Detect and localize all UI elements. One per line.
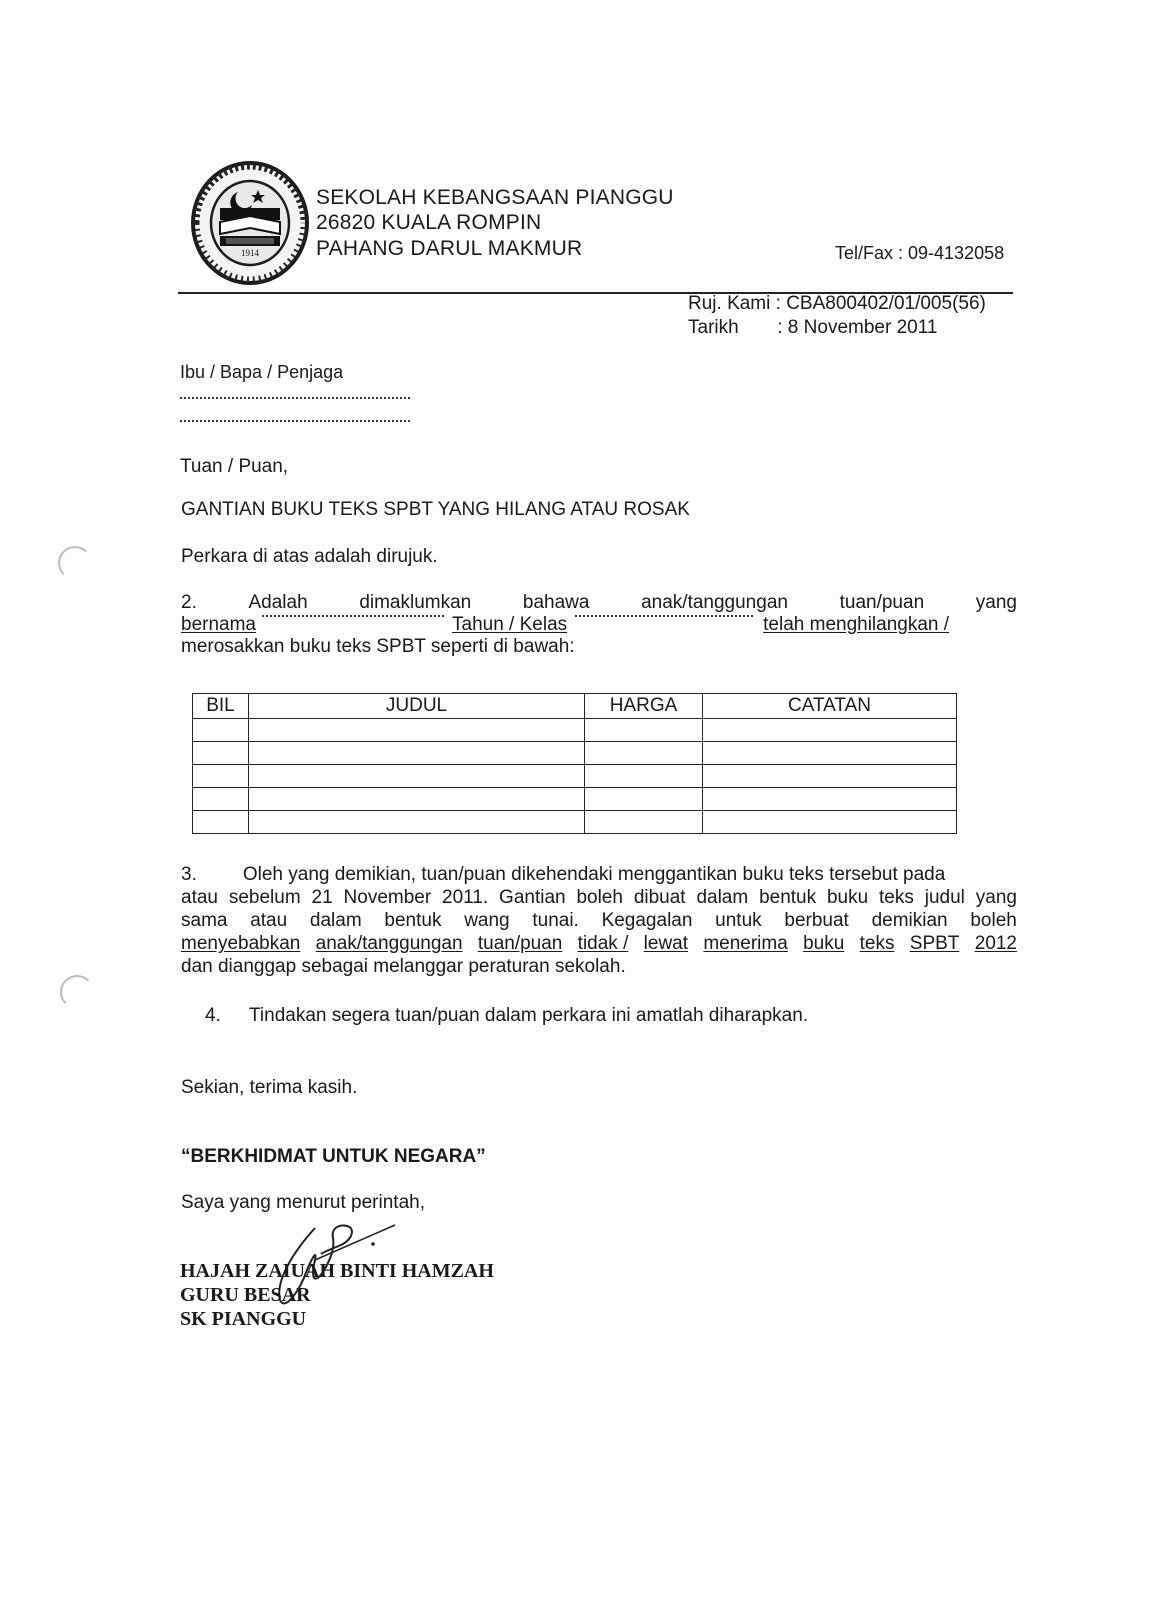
svg-text:1914: 1914 xyxy=(241,248,259,258)
col-header-judul: JUDUL xyxy=(249,694,585,719)
tahun-kelas-label: Tahun / Kelas xyxy=(452,614,568,635)
para4-number: 4. xyxy=(205,1005,221,1026)
salutation: Tuan / Puan, xyxy=(180,456,289,477)
name-blank xyxy=(262,614,444,617)
tel-fax: Tel/Fax : 09-4132058 xyxy=(835,243,1005,263)
table-row xyxy=(193,811,957,834)
class-blank xyxy=(575,614,753,617)
para3-line3: sama atau dalam bentuk wang tunai. Kegagalan untuk berbuat demikian boleh xyxy=(181,910,1017,931)
date-label: Tarikh xyxy=(688,317,739,338)
motto: “BERKHIDMAT UNTUK NEGARA” xyxy=(181,1146,486,1167)
signatory-name: HAJAH ZAIUAH BINTI HAMZAH xyxy=(180,1260,494,1282)
col-header-catatan: CATATAN xyxy=(703,694,957,719)
punch-hole-mark-bottom xyxy=(60,975,94,1009)
para2-line3: merosakkan buku teks SPBT seperti di bawah: xyxy=(181,636,575,657)
closing-line: Sekian, terima kasih. xyxy=(181,1077,358,1098)
table-header-row xyxy=(193,694,957,719)
signoff-line: Saya yang menurut perintah, xyxy=(181,1192,425,1213)
table-row xyxy=(193,765,957,788)
school-crest-logo xyxy=(190,160,310,286)
recipient-blank-line-2 xyxy=(180,420,410,422)
para3-line1: 3. Oleh yang demikian, tuan/puan dikehendaki menggantikan buku teks tersebut pada xyxy=(181,864,946,885)
col-header-harga: HARGA xyxy=(585,694,703,719)
letter-date xyxy=(688,317,937,339)
table-row xyxy=(193,788,957,811)
punch-hole-mark-top xyxy=(58,546,92,580)
bernama-label: bernama xyxy=(181,614,256,635)
reference-value: CBA800402/01/005(56) xyxy=(786,293,986,314)
reference-number xyxy=(688,293,986,315)
date-value: : 8 November 2011 xyxy=(777,317,938,338)
recipient-blank-line-1 xyxy=(180,397,410,399)
para2-line2 xyxy=(181,614,1017,636)
para4-text: Tindakan segera tuan/puan dalam perkara ini amatlah diharapkan. xyxy=(249,1005,809,1026)
table-row xyxy=(193,742,957,765)
school-name: SEKOLAH KEBANGSAAN PIANGGU xyxy=(316,186,674,209)
lost-books-table xyxy=(192,693,957,834)
telah-label: telah menghilangkan / xyxy=(763,614,950,635)
col-header-bil: BIL xyxy=(193,694,249,719)
para2-line1: 2. Adalah dimaklumkan bahawa anak/tanggungan tuan/puan yang xyxy=(181,592,1017,613)
table-row xyxy=(193,719,957,742)
signatory-school: SK PIANGGU xyxy=(180,1308,307,1330)
letter-subject: GANTIAN BUKU TEKS SPBT YANG HILANG ATAU ROSAK xyxy=(181,499,690,520)
para3-line4: menyebabkan anak/tanggungan tuan/puan tidak / lewat menerima buku teks SPBT 2012 xyxy=(181,933,1017,954)
reference-label: Ruj. Kami : xyxy=(688,293,781,314)
recipient-label: Ibu / Bapa / Penjaga xyxy=(180,362,344,382)
school-postcode-town: 26820 KUALA ROMPIN xyxy=(316,211,542,234)
signatory-title: GURU BESAR xyxy=(180,1284,311,1306)
school-state: PAHANG DARUL MAKMUR xyxy=(316,237,583,260)
para3-line5: dan dianggap sebagai melanggar peraturan sekolah. xyxy=(181,956,626,977)
intro-line: Perkara di atas adalah dirujuk. xyxy=(181,546,438,567)
para3-line2: atau sebelum 21 November 2011. Gantian boleh dibuat dalam bentuk buku teks judul yang xyxy=(181,887,1017,908)
